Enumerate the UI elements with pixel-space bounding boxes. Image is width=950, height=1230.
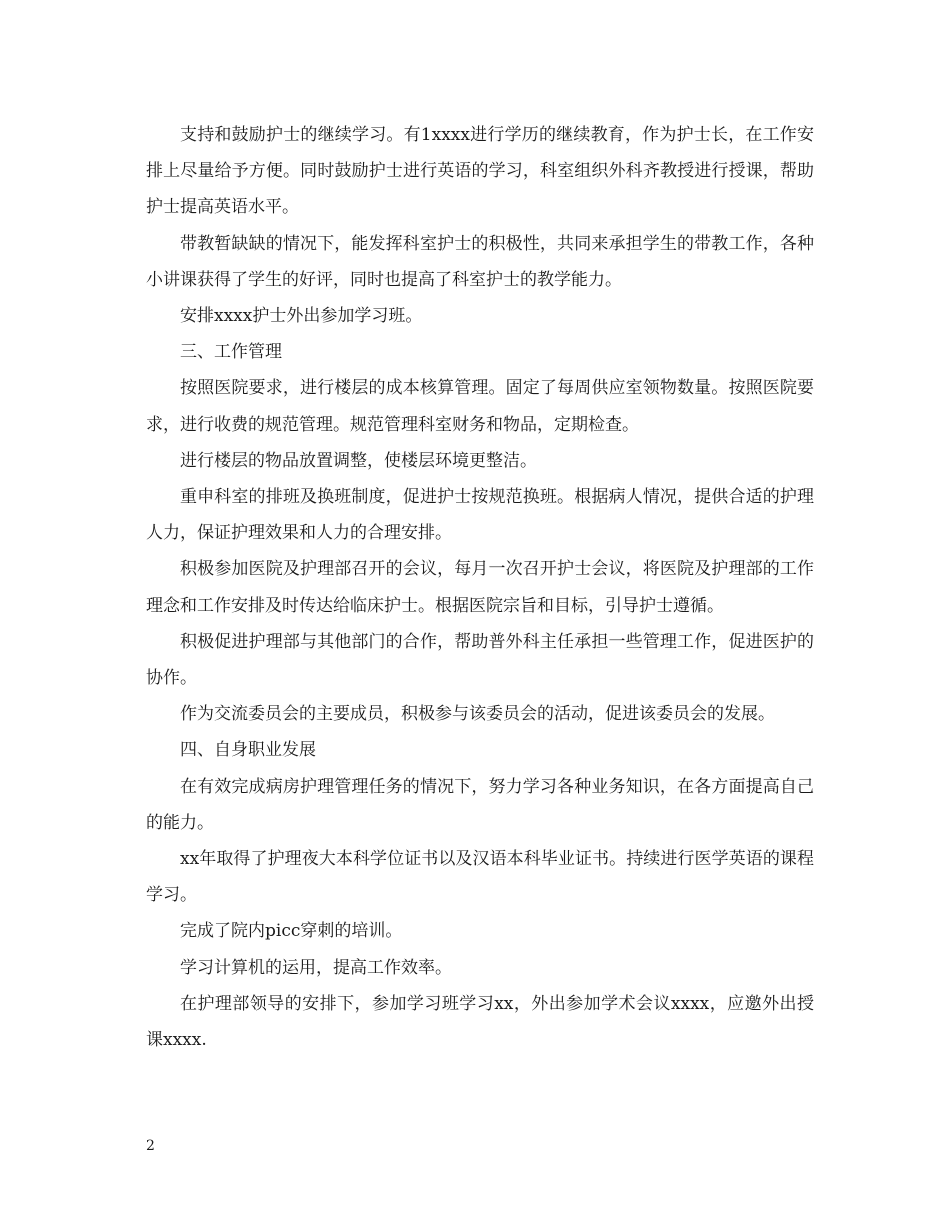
section-heading-career-development: 四、自身职业发展 bbox=[180, 740, 316, 761]
paragraph-teaching: 带教暂缺缺的情况下，能发挥科室护士的积极性，共同来承担学生的带教工作，各种小讲课获得了学生的好评，同时也提高了科室护士的教学能力。 bbox=[146, 233, 814, 290]
paragraph-certificates: xx年取得了护理夜大本科学位证书以及汉语本科毕业证书。持续进行医学英语的课程学习。 bbox=[146, 849, 814, 906]
paragraph-academic-activities: 在护理部领导的安排下，参加学习班学习xx，外出参加学术会议xxxx，应邀外出授课xxxx. bbox=[146, 993, 814, 1051]
paragraph-picc-training: 完成了院内picc穿刺的培训。 bbox=[180, 921, 403, 942]
paragraph-computer-skills: 学习计算机的运用，提高工作效率。 bbox=[180, 957, 452, 978]
document-body bbox=[146, 117, 814, 1058]
paragraph-study-class: 安排xxxx护士外出参加学习班。 bbox=[180, 306, 423, 327]
paragraph-cost-management: 按照医院要求，进行楼层的成本核算管理。固定了每周供应室领物数量。按照医院要求，进行收费的规范管理。规范管理科室财务和物品，定期检查。 bbox=[146, 378, 814, 435]
paragraph-meetings: 积极参加医院及护理部召开的会议，每月一次召开护士会议，将医院及护理部的工作理念和工作安排及时传达给临床护士。根据医院宗旨和目标，引导护士遵循。 bbox=[146, 559, 814, 616]
paragraph-cooperation: 积极促进护理部与其他部门的合作，帮助普外科主任承担一些管理工作，促进医护的协作。 bbox=[146, 631, 814, 689]
paragraph-skill-learning: 在有效完成病房护理管理任务的情况下，努力学习各种业务知识，在各方面提高自己的能力。 bbox=[146, 776, 814, 833]
section-heading-work-management: 三、工作管理 bbox=[180, 342, 282, 363]
page-number: 2 bbox=[146, 1138, 155, 1154]
paragraph-committee: 作为交流委员会的主要成员，积极参与该委员会的活动，促进该委员会的发展。 bbox=[180, 704, 775, 725]
paragraph-item-placement: 进行楼层的物品放置调整，使楼层环境更整洁。 bbox=[180, 450, 537, 471]
paragraph-scheduling: 重申科室的排班及换班制度，促进护士按规范换班。根据病人情况，提供合适的护理人力，保证护理效果和人力的合理安排。 bbox=[146, 487, 814, 544]
paragraph-continuing-education: 支持和鼓励护士的继续学习。有1xxxx进行学历的继续教育，作为护士长，在工作安排上尽量给予方便。同时鼓励护士进行英语的学习，科室组织外科齐教授进行授课，帮助护士提高英语水平。 bbox=[146, 125, 814, 218]
